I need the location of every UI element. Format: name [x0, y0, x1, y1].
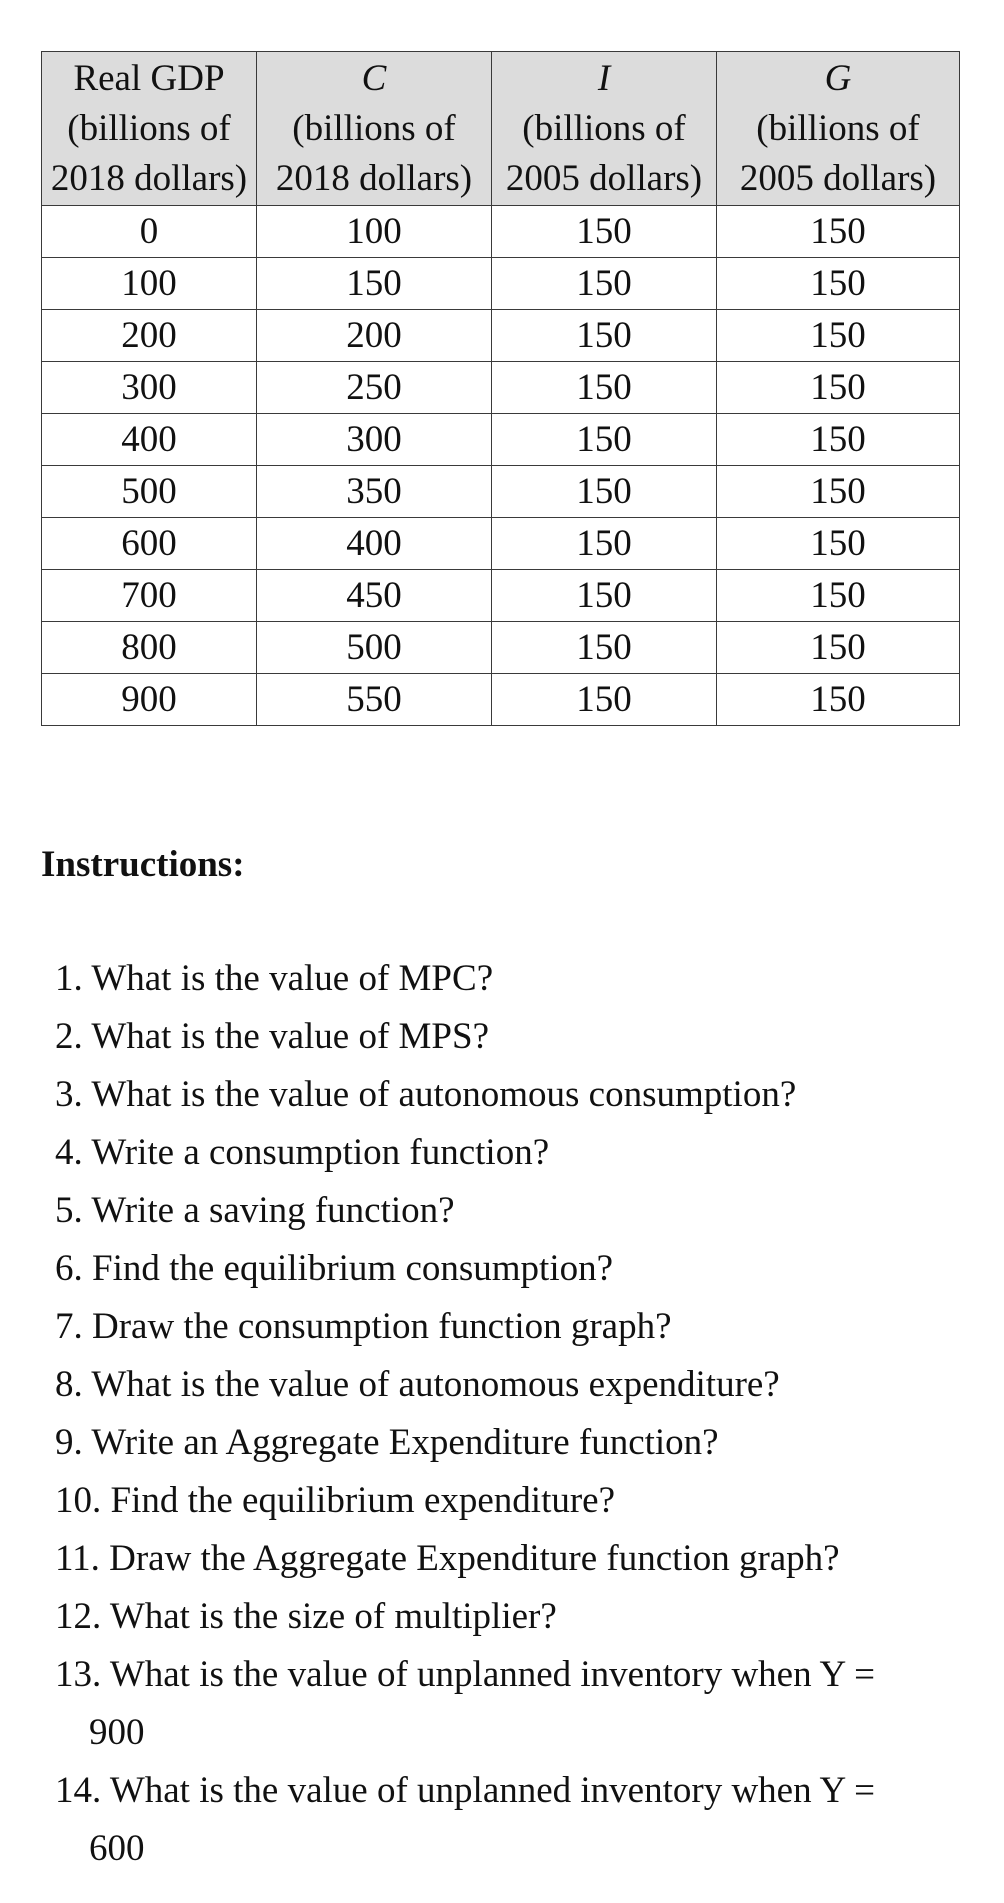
- question-item: [55, 1472, 975, 1530]
- table-row: [42, 622, 960, 674]
- question-item: [55, 1182, 975, 1240]
- cell-consumption: 450: [257, 570, 492, 622]
- header-real-gdp: [42, 52, 257, 206]
- cell-government: 150: [717, 518, 960, 570]
- table-row: [42, 258, 960, 310]
- header-unit: (billions of: [67, 107, 231, 149]
- cell-government: 150: [717, 414, 960, 466]
- table-row: [42, 414, 960, 466]
- cell-consumption: 300: [257, 414, 492, 466]
- table-row: [42, 206, 960, 258]
- cell-real-gdp: 700: [42, 570, 257, 622]
- header-investment: [492, 52, 717, 206]
- header-unit-year: 2018 dollars): [275, 157, 473, 199]
- cell-real-gdp: 500: [42, 466, 257, 518]
- question-item: [55, 1298, 975, 1356]
- cell-consumption: 400: [257, 518, 492, 570]
- table-row: [42, 310, 960, 362]
- cell-government: 150: [717, 310, 960, 362]
- cell-investment: 150: [492, 466, 717, 518]
- cell-real-gdp: 900: [42, 674, 257, 726]
- header-title: Real GDP: [73, 57, 225, 99]
- question-text: 5. Write a saving function?: [55, 1190, 455, 1231]
- header-unit-year: 2018 dollars): [50, 157, 248, 199]
- header-unit-year: 2005 dollars): [739, 157, 937, 199]
- instructions-heading: Instructions:: [41, 844, 245, 885]
- header-government: [717, 52, 960, 206]
- question-text: 7. Draw the consumption function graph?: [55, 1306, 672, 1347]
- cell-government: 150: [717, 258, 960, 310]
- question-item: [55, 1356, 975, 1414]
- question-item: [55, 950, 975, 1008]
- cell-government: 150: [717, 362, 960, 414]
- table-row: [42, 518, 960, 570]
- cell-consumption: 350: [257, 466, 492, 518]
- gdp-data-table: [41, 51, 960, 726]
- question-text: 12. What is the size of multiplier?: [55, 1596, 557, 1637]
- cell-investment: 150: [492, 310, 717, 362]
- table-row: [42, 674, 960, 726]
- cell-government: 150: [717, 570, 960, 622]
- cell-government: 150: [717, 466, 960, 518]
- question-continuation: 900: [89, 1712, 145, 1753]
- cell-real-gdp: 800: [42, 622, 257, 674]
- cell-consumption: 150: [257, 258, 492, 310]
- header-title: C: [361, 57, 387, 99]
- question-continuation: 600: [89, 1828, 145, 1869]
- question-item: [55, 1530, 975, 1588]
- question-text: 13. What is the value of unplanned inventory when Y =: [55, 1654, 875, 1695]
- question-text: 8. What is the value of autonomous expenditure?: [55, 1364, 780, 1405]
- cell-investment: 150: [492, 518, 717, 570]
- cell-real-gdp: 0: [42, 206, 257, 258]
- table-row: [42, 570, 960, 622]
- cell-consumption: 250: [257, 362, 492, 414]
- header-consumption: [257, 52, 492, 206]
- header-unit: (billions of: [292, 107, 456, 149]
- question-text: 2. What is the value of MPS?: [55, 1016, 490, 1057]
- table-row: [42, 362, 960, 414]
- header-unit-year: 2005 dollars): [505, 157, 703, 199]
- question-text: 14. What is the value of unplanned inventory when Y =: [55, 1770, 875, 1811]
- cell-real-gdp: 400: [42, 414, 257, 466]
- header-unit: (billions of: [522, 107, 686, 149]
- question-item: [55, 1240, 975, 1298]
- question-item: [55, 1762, 975, 1878]
- question-text: 4. Write a consumption function?: [55, 1132, 550, 1173]
- cell-consumption: 550: [257, 674, 492, 726]
- question-item: [55, 1588, 975, 1646]
- question-item: [55, 1124, 975, 1182]
- cell-investment: 150: [492, 570, 717, 622]
- question-text: 9. Write an Aggregate Expenditure function?: [55, 1422, 719, 1463]
- cell-real-gdp: 200: [42, 310, 257, 362]
- cell-investment: 150: [492, 258, 717, 310]
- cell-government: 150: [717, 622, 960, 674]
- cell-real-gdp: 100: [42, 258, 257, 310]
- table-header-row: [42, 52, 960, 206]
- question-item: [55, 1414, 975, 1472]
- cell-consumption: 200: [257, 310, 492, 362]
- question-item: [55, 1066, 975, 1124]
- cell-investment: 150: [492, 674, 717, 726]
- cell-investment: 150: [492, 622, 717, 674]
- cell-investment: 150: [492, 362, 717, 414]
- header-title: G: [824, 57, 852, 99]
- cell-consumption: 500: [257, 622, 492, 674]
- question-item: [55, 1646, 975, 1762]
- cell-consumption: 100: [257, 206, 492, 258]
- cell-government: 150: [717, 674, 960, 726]
- question-text: 1. What is the value of MPC?: [55, 958, 494, 999]
- question-text: 3. What is the value of autonomous consumption?: [55, 1074, 797, 1115]
- question-list: [55, 950, 975, 1878]
- question-text: 11. Draw the Aggregate Expenditure function graph?: [55, 1538, 840, 1579]
- cell-investment: 150: [492, 414, 717, 466]
- header-title: I: [597, 57, 611, 99]
- question-text: 6. Find the equilibrium consumption?: [55, 1248, 614, 1289]
- cell-government: 150: [717, 206, 960, 258]
- question-item: [55, 1008, 975, 1066]
- cell-investment: 150: [492, 206, 717, 258]
- header-unit: (billions of: [756, 107, 920, 149]
- question-text: 10. Find the equilibrium expenditure?: [55, 1480, 616, 1521]
- cell-real-gdp: 600: [42, 518, 257, 570]
- cell-real-gdp: 300: [42, 362, 257, 414]
- table-row: [42, 466, 960, 518]
